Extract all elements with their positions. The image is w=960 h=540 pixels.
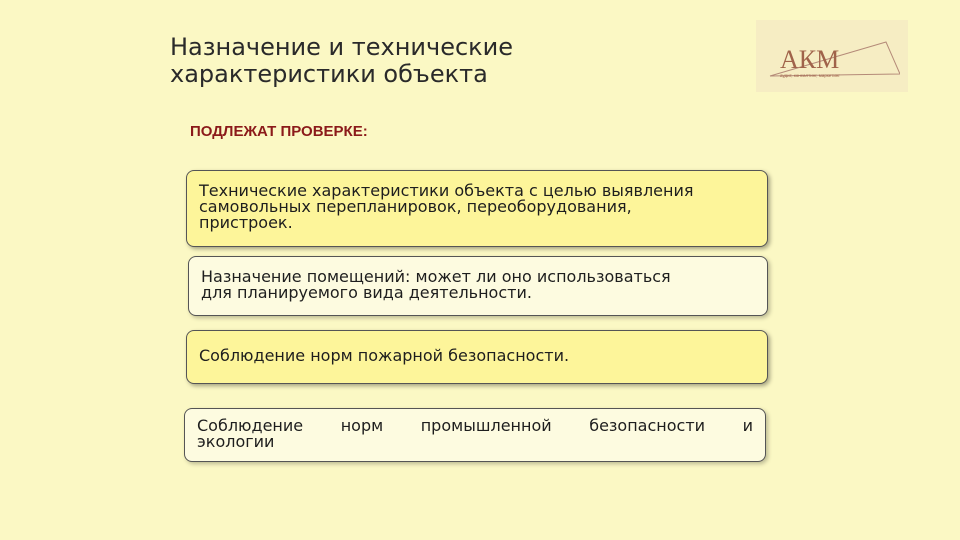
- check-item-line: для планируемого вида деятельности.: [201, 283, 532, 302]
- check-item-line: [197, 418, 753, 434]
- check-item-purpose: [188, 256, 768, 316]
- check-item-fire-safety: [186, 330, 768, 384]
- check-item-word: промышленной: [420, 416, 552, 435]
- check-item-line: экологии: [197, 432, 275, 451]
- company-logo: [756, 20, 908, 92]
- check-item-industrial-safety: [184, 408, 766, 462]
- check-item-line: Соблюдение норм пожарной безопасности.: [199, 346, 570, 365]
- check-item-line: Назначение помещений: может ли оно использоваться: [201, 267, 671, 286]
- check-item-word: безопасности: [589, 416, 706, 435]
- check-item-word: Соблюдение: [197, 416, 304, 435]
- check-item-word: и: [742, 416, 753, 435]
- akm-logo-icon: [766, 30, 900, 82]
- logo-tagline: аудит, консалтинг, маркетинг: [780, 73, 840, 78]
- slide-title: [170, 34, 513, 88]
- check-item-line: Технические характеристики объекта с целью выявления: [199, 181, 694, 200]
- slide-title-line-2: характеристики объекта: [170, 60, 488, 88]
- check-item-line: пристроек.: [199, 213, 293, 232]
- logo-text: АКМ: [780, 45, 840, 74]
- check-item-word: норм: [340, 416, 384, 435]
- check-item-line: самовольных перепланировок, переоборудования,: [199, 197, 632, 216]
- check-item-technical: [186, 170, 768, 247]
- subheading: ПОДЛЕЖАТ ПРОВЕРКЕ:: [190, 123, 368, 140]
- slide-title-line-1: Назначение и технические: [170, 33, 514, 61]
